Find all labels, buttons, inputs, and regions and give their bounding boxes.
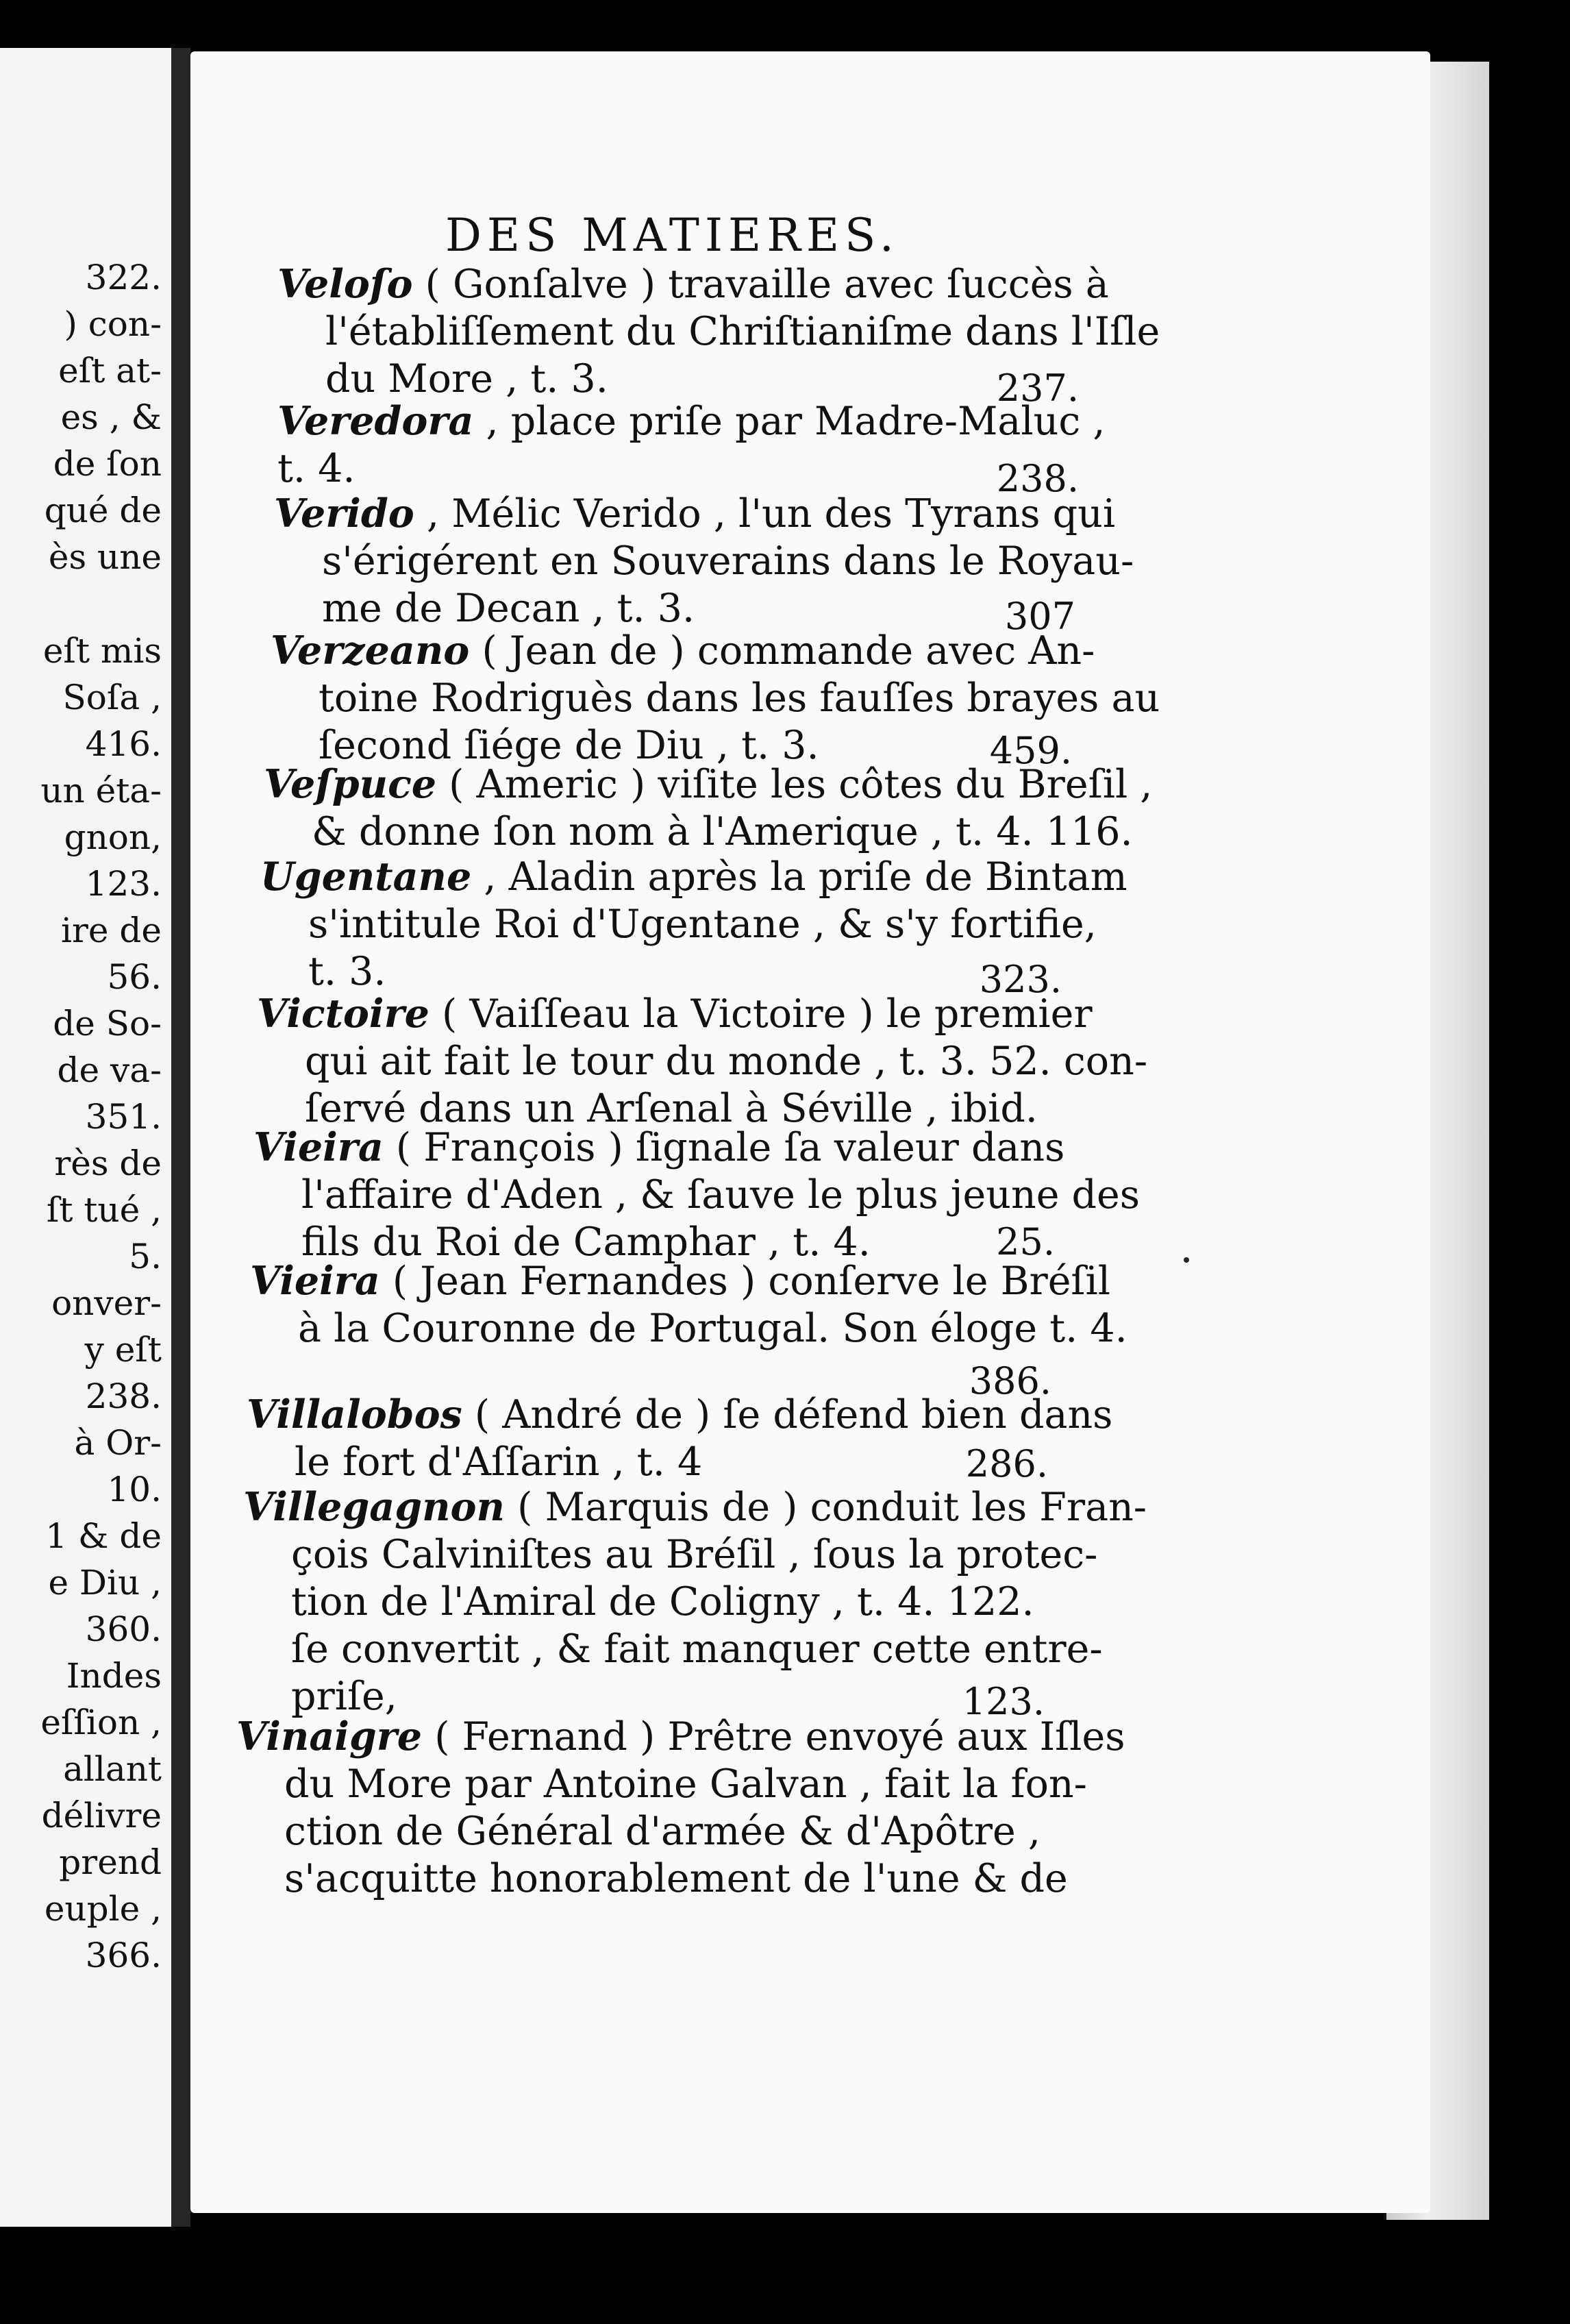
left-fragment-line: es , & bbox=[60, 397, 162, 437]
index-entry bbox=[260, 853, 1127, 1001]
entry-term: Vinaigre bbox=[236, 1714, 423, 1759]
entry-line: du More , t. 3. bbox=[325, 356, 608, 401]
entry-line: s'érigérent en Souverains dans le Royau- bbox=[322, 539, 1134, 584]
entry-first-line: Veloſo ( Gonſalve ) travaille avec ſuccès à bbox=[277, 261, 1109, 307]
left-fragment-line: de va- bbox=[57, 1050, 162, 1090]
book-gutter bbox=[171, 48, 190, 2227]
index-entry bbox=[277, 397, 1106, 500]
page-reference: 386. bbox=[969, 1359, 1051, 1402]
entry-line: s'acquitte honorablement de l'une & de bbox=[284, 1856, 1068, 1901]
entry-term: Veſpuce bbox=[264, 761, 437, 807]
paper-fleck bbox=[1184, 1257, 1189, 1263]
left-fragment-line: onver- bbox=[51, 1283, 162, 1323]
left-fragment-line: 238. bbox=[85, 1376, 162, 1416]
entry-line: à la Couronne de Portugal. Son éloge t. 4. bbox=[298, 1306, 1127, 1351]
page-reference: 323. bbox=[979, 958, 1062, 1001]
page-reference: 123. bbox=[962, 1680, 1045, 1723]
entry-term: Ugentane bbox=[260, 854, 472, 900]
left-fragment-line: eſt mis bbox=[42, 631, 162, 671]
running-header: DES MATIERES. bbox=[445, 209, 899, 262]
entry-first-line: Vieira ( Jean Fernandes ) conſerve le Bréſil bbox=[250, 1258, 1110, 1304]
page-reference: 286. bbox=[965, 1442, 1048, 1485]
entry-first-line: Victoire ( Vaiſſeau la Victoire ) le premier bbox=[257, 991, 1093, 1037]
index-entry bbox=[277, 260, 1160, 410]
entry-line: ſervé dans un Arſenal à Séville , ibid. bbox=[305, 1086, 1038, 1131]
entry-line: ction de Général d'armée & d'Apôtre , bbox=[284, 1809, 1041, 1854]
entry-line: me de Decan , t. 3. bbox=[322, 586, 695, 631]
entry-first-line: Verido , Mélic Verido , l'un des Tyrans qui bbox=[274, 491, 1116, 536]
entry-line: t. 4. bbox=[277, 446, 356, 491]
entry-line: priſe, bbox=[291, 1674, 397, 1719]
entry-first-line: Vieira ( François ) ſignale ſa valeur dans bbox=[253, 1124, 1065, 1170]
left-fragment-line: 366. bbox=[85, 1936, 162, 1975]
left-fragment-line: à Or- bbox=[74, 1423, 162, 1463]
entry-line: l'établiſſement du Chriſtianiſme dans l'Iſle bbox=[325, 309, 1160, 354]
left-fragment-line: eſt at- bbox=[58, 351, 162, 391]
left-fragment-line: 1 & de bbox=[45, 1516, 162, 1556]
entry-first-line: Villegagnon ( Marquis de ) conduit les Fran- bbox=[243, 1484, 1147, 1530]
entry-term: Verzeano bbox=[271, 628, 470, 673]
left-fragment-line: 56. bbox=[107, 957, 162, 997]
entry-first-line: Veſpuce ( Americ ) viſite les côtes du Breſil , bbox=[264, 761, 1153, 807]
left-fragment-line: e Diu , bbox=[48, 1563, 162, 1603]
left-fragment-line: ire de bbox=[61, 911, 162, 950]
entry-line: qui ait fait le tour du monde , t. 3. 52. con- bbox=[305, 1039, 1148, 1084]
left-fragment-line: euple , bbox=[44, 1889, 162, 1929]
left-fragment-line: délivre bbox=[41, 1796, 162, 1835]
entry-term: Vieira bbox=[250, 1258, 380, 1304]
entry-first-line: Ugentane , Aladin après la priſe de Bintam bbox=[260, 854, 1127, 900]
entry-first-line: Veredora , place priſe par Madre-Maluc , bbox=[277, 398, 1106, 444]
index-entry bbox=[264, 761, 1153, 856]
left-fragment-line: Soſa , bbox=[62, 678, 162, 717]
index-entry bbox=[250, 1257, 1127, 1402]
page-reference: 307 bbox=[1004, 595, 1075, 638]
left-fragment-line: un éta- bbox=[40, 771, 162, 811]
entry-first-line: Vinaigre ( Fernand ) Prêtre envoyé aux Iſles bbox=[236, 1714, 1125, 1759]
page-reference: 238. bbox=[996, 457, 1079, 500]
entry-line: fils du Roi de Camphar , t. 4. bbox=[301, 1220, 871, 1265]
entry-line: le fort d'Aſſarin , t. 4 bbox=[295, 1439, 703, 1485]
entry-line: du More par Antoine Galvan , fait la fon- bbox=[284, 1761, 1087, 1807]
left-fragment-line: qué de bbox=[44, 491, 162, 530]
left-fragment-line: ) con- bbox=[64, 304, 162, 344]
entry-term: Verido bbox=[274, 491, 414, 536]
entry-first-line: Villalobos ( André de ) ſe défend bien dans bbox=[247, 1392, 1113, 1437]
index-entry bbox=[257, 990, 1148, 1133]
entry-term: Victoire bbox=[257, 991, 429, 1037]
left-fragment-line: de So- bbox=[53, 1004, 162, 1043]
left-fragment-line: de ſon bbox=[53, 444, 162, 484]
entry-line: s'intitule Roi d'Ugentane , & s'y fortifie, bbox=[308, 902, 1097, 947]
left-fragment-line: 351. bbox=[85, 1097, 162, 1137]
entry-first-line: Verzeano ( Jean de ) commande avec An- bbox=[271, 628, 1095, 673]
entry-line: çois Calviniſtes au Bréſil , ſous la protec- bbox=[291, 1532, 1098, 1577]
entry-line: ſecond ſiége de Diu , t. 3. bbox=[319, 723, 819, 768]
entry-line: toine Rodriguès dans les fauſſes brayes au bbox=[319, 676, 1160, 721]
entry-term: Veloſo bbox=[277, 261, 413, 307]
index-entry bbox=[253, 1124, 1141, 1266]
entry-term: Vieira bbox=[253, 1124, 384, 1170]
entry-line: tion de l'Amiral de Coligny , t. 4. 122. bbox=[291, 1579, 1034, 1624]
left-fragment-line: gnon, bbox=[64, 817, 162, 857]
index-entry bbox=[243, 1483, 1147, 1723]
page-reference: 25. bbox=[996, 1220, 1055, 1263]
left-fragment-line: ſt tué , bbox=[46, 1190, 162, 1230]
left-fragment-line: eſſion , bbox=[40, 1703, 162, 1742]
index-entry bbox=[274, 490, 1134, 638]
left-fragment-line: 360. bbox=[85, 1609, 162, 1649]
left-fragment-line: allant bbox=[63, 1749, 162, 1789]
left-fragment-line: ès une bbox=[48, 537, 162, 577]
left-fragment-line: 10. bbox=[107, 1470, 162, 1509]
entry-line: ſe convertit , & fait manquer cette entre- bbox=[291, 1627, 1103, 1672]
left-fragment-line: y eſt bbox=[84, 1330, 162, 1370]
left-fragment-line: 416. bbox=[85, 724, 162, 764]
entry-line: t. 3. bbox=[308, 949, 386, 994]
index-entry bbox=[247, 1391, 1113, 1486]
page-reference: 237. bbox=[996, 367, 1079, 410]
index-entry bbox=[271, 627, 1160, 772]
left-fragment-line: 123. bbox=[85, 864, 162, 904]
entry-line: & donne ſon nom à l'Amerique , t. 4. 116. bbox=[312, 809, 1133, 854]
entry-term: Veredora bbox=[277, 398, 474, 444]
left-page-fragment bbox=[0, 48, 171, 2227]
left-fragment-line: 5. bbox=[129, 1237, 162, 1276]
index-entry bbox=[236, 1713, 1125, 1903]
left-fragment-line: 322. bbox=[85, 258, 162, 297]
left-fragment-line: Indes bbox=[66, 1656, 162, 1696]
page-reference: 459. bbox=[989, 729, 1072, 772]
left-fragment-line: prend bbox=[59, 1842, 162, 1882]
entry-term: Villalobos bbox=[247, 1392, 462, 1437]
left-fragment-line: rès de bbox=[54, 1144, 162, 1183]
entry-term: Villegagnon bbox=[243, 1484, 505, 1530]
entry-line: l'affaire d'Aden , & ſauve le plus jeune des bbox=[301, 1172, 1141, 1217]
